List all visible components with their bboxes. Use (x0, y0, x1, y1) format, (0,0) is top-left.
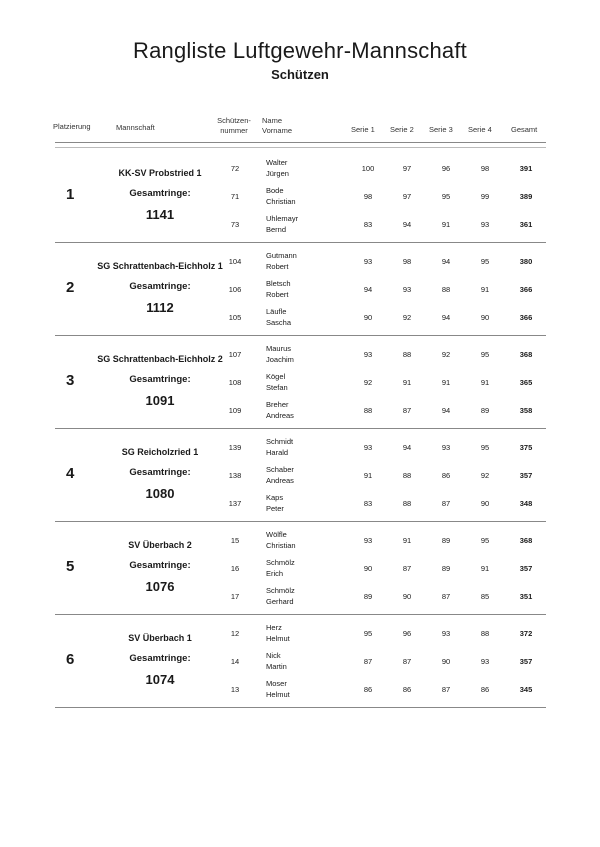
shooter-gesamt: 361 (519, 220, 533, 229)
shooter-serie-1: 89 (363, 592, 373, 601)
shooter-gesamt: 366 (519, 313, 533, 322)
shooter-serie-2: 91 (402, 378, 412, 387)
shooter-serie-2: 87 (402, 657, 412, 666)
team-block (0, 154, 600, 247)
shooter-vorname: Christian (266, 197, 296, 206)
shooter-serie-4: 95 (480, 536, 490, 545)
header-divider-2 (55, 147, 546, 148)
team-gesamtringe-label: Gesamtringe: (129, 281, 191, 292)
shooter-vorname: Helmut (266, 634, 290, 643)
team-block (0, 526, 600, 619)
shooter-name: Wölfle (266, 530, 287, 539)
team-divider (55, 707, 546, 708)
shooter-serie-1: 91 (363, 471, 373, 480)
shooter-gesamt: 365 (519, 378, 533, 387)
shooter-vorname: Erich (266, 569, 284, 578)
shooter-vorname: Joachim (266, 355, 294, 364)
shooter-serie-1: 93 (363, 443, 373, 452)
team-placement: 4 (66, 465, 75, 482)
team-gesamtringe-value: 1074 (145, 672, 175, 687)
team-gesamtringe-label: Gesamtringe: (129, 467, 191, 478)
shooter-vorname: Martin (266, 662, 287, 671)
header-nummer-line2: nummer (220, 126, 248, 135)
team-divider (55, 614, 546, 615)
team-divider (55, 521, 546, 522)
header-platzierung: Platzierung (53, 122, 91, 131)
team-name: SV Überbach 2 (128, 540, 192, 550)
shooter-gesamt: 368 (519, 350, 533, 359)
shooter-serie-4: 85 (480, 592, 490, 601)
shooter-serie-3: 88 (441, 285, 451, 294)
shooter-serie-1: 93 (363, 257, 373, 266)
shooter-number: 107 (228, 350, 242, 359)
shooter-vorname: Andreas (266, 476, 294, 485)
shooter-serie-3: 89 (441, 564, 451, 573)
shooter-gesamt: 351 (519, 592, 533, 601)
shooter-name: Schmölz (266, 558, 295, 567)
shooter-number: 109 (228, 406, 242, 415)
team-gesamtringe-label: Gesamtringe: (129, 374, 191, 385)
header-schuetzennummer (212, 116, 256, 136)
shooter-serie-4: 90 (480, 313, 490, 322)
team-gesamtringe-label: Gesamtringe: (129, 188, 191, 199)
shooter-serie-1: 90 (363, 564, 373, 573)
header-nummer-line1: Schützen- (217, 116, 251, 125)
shooter-number: 15 (230, 536, 240, 545)
shooter-number: 139 (228, 443, 242, 452)
shooter-serie-2: 94 (402, 443, 412, 452)
shooter-serie-3: 96 (441, 164, 451, 173)
shooter-serie-2: 98 (402, 257, 412, 266)
shooter-serie-3: 93 (441, 443, 451, 452)
shooter-serie-3: 95 (441, 192, 451, 201)
shooter-serie-1: 83 (363, 499, 373, 508)
shooter-serie-4: 92 (480, 471, 490, 480)
shooter-vorname: Peter (266, 504, 284, 513)
team-placement: 3 (66, 372, 75, 389)
shooter-serie-4: 95 (480, 257, 490, 266)
shooter-serie-2: 86 (402, 685, 412, 694)
team-name: SV Überbach 1 (128, 633, 192, 643)
shooter-vorname: Stefan (266, 383, 288, 392)
shooter-serie-4: 91 (480, 378, 490, 387)
team-placement: 6 (66, 651, 75, 668)
header-serie2: Serie 2 (390, 125, 414, 134)
shooter-vorname: Helmut (266, 690, 290, 699)
shooter-gesamt: 358 (519, 406, 533, 415)
shooter-name: Gutmann (266, 251, 297, 260)
team-gesamtringe-value: 1141 (145, 207, 175, 222)
page-subtitle: Schützen (271, 67, 329, 82)
shooter-gesamt: 366 (519, 285, 533, 294)
shooter-number: 137 (228, 499, 242, 508)
shooter-name: Schmölz (266, 586, 295, 595)
shooter-serie-4: 93 (480, 220, 490, 229)
shooter-name: Läufle (266, 307, 287, 316)
shooter-serie-1: 92 (363, 378, 373, 387)
shooter-vorname: Sascha (266, 318, 292, 327)
shooter-number: 108 (228, 378, 242, 387)
team-gesamtringe-value: 1091 (145, 393, 175, 408)
shooter-serie-3: 94 (441, 406, 451, 415)
team-gesamtringe-value: 1112 (146, 300, 174, 315)
shooter-serie-3: 93 (441, 629, 451, 638)
shooter-serie-2: 97 (402, 164, 412, 173)
shooter-serie-1: 88 (363, 406, 373, 415)
team-placement: 5 (66, 558, 75, 575)
shooter-number: 73 (230, 220, 240, 229)
shooter-serie-2: 93 (402, 285, 412, 294)
shooter-serie-1: 93 (363, 536, 373, 545)
shooter-serie-1: 98 (363, 192, 373, 201)
team-placement: 1 (66, 186, 75, 203)
shooter-serie-1: 90 (363, 313, 373, 322)
shooter-number: 71 (230, 192, 240, 201)
shooter-name: Bode (266, 186, 284, 195)
team-name: KK-SV Probstried 1 (118, 168, 202, 178)
shooter-serie-3: 91 (441, 378, 451, 387)
team-block (0, 619, 600, 712)
shooter-serie-4: 95 (480, 350, 490, 359)
shooter-serie-3: 94 (441, 257, 451, 266)
shooter-vorname: Christian (266, 541, 296, 550)
team-gesamtringe-value: 1080 (145, 486, 175, 501)
shooter-serie-2: 92 (402, 313, 412, 322)
header-name (262, 116, 292, 136)
shooter-serie-2: 90 (402, 592, 412, 601)
header-serie3: Serie 3 (429, 125, 453, 134)
shooter-number: 13 (230, 685, 240, 694)
shooter-name: Moser (266, 679, 287, 688)
shooter-name: Nick (266, 651, 281, 660)
team-name: SG Reicholzried 1 (121, 447, 199, 457)
shooter-serie-3: 89 (441, 536, 451, 545)
shooter-name: Uhlemayr (266, 214, 299, 223)
team-name: SG Schrattenbach-Eichholz 1 (97, 261, 223, 271)
team-gesamtringe-value: 1076 (145, 579, 175, 594)
shooter-serie-1: 100 (361, 164, 375, 173)
shooter-serie-3: 94 (441, 313, 451, 322)
shooter-vorname: Harald (266, 448, 289, 457)
shooter-vorname: Jürgen (266, 169, 289, 178)
page-title: Rangliste Luftgewehr-Mannschaft (133, 38, 467, 63)
team-name: SG Schrattenbach-Eichholz 2 (97, 354, 223, 364)
team-divider (55, 428, 546, 429)
shooter-serie-3: 87 (441, 685, 451, 694)
team-block (0, 433, 600, 526)
shooter-number: 12 (230, 629, 240, 638)
shooter-serie-1: 87 (363, 657, 373, 666)
team-gesamtringe-label: Gesamtringe: (129, 653, 191, 664)
team-divider (55, 335, 546, 336)
shooter-gesamt: 368 (519, 536, 533, 545)
shooter-gesamt: 357 (519, 471, 533, 480)
shooter-name: Maurus (266, 344, 292, 353)
shooter-serie-4: 99 (480, 192, 490, 201)
header-mannschaft: Mannschaft (116, 123, 155, 132)
shooter-vorname: Andreas (266, 411, 294, 420)
shooter-serie-3: 87 (441, 499, 451, 508)
shooter-serie-4: 89 (480, 406, 490, 415)
shooter-vorname: Gerhard (266, 597, 294, 606)
shooter-number: 72 (230, 164, 240, 173)
shooter-gesamt: 357 (519, 564, 533, 573)
shooter-serie-2: 91 (402, 536, 412, 545)
shooter-name: Herz (266, 623, 282, 632)
shooter-name: Schmidt (266, 437, 294, 446)
shooter-gesamt: 345 (519, 685, 533, 694)
shooter-name: Breher (266, 400, 289, 409)
shooter-serie-3: 90 (441, 657, 451, 666)
header-name-line1: Name (262, 116, 283, 125)
shooter-serie-1: 94 (363, 285, 373, 294)
shooter-serie-2: 94 (402, 220, 412, 229)
shooter-number: 17 (230, 592, 240, 601)
shooter-serie-2: 87 (402, 406, 412, 415)
shooter-number: 105 (228, 313, 242, 322)
shooter-gesamt: 375 (519, 443, 533, 452)
shooter-vorname: Robert (266, 290, 289, 299)
shooter-serie-4: 91 (480, 285, 490, 294)
shooter-serie-1: 83 (363, 220, 373, 229)
shooter-serie-3: 86 (441, 471, 451, 480)
shooter-name: Kögel (266, 372, 286, 381)
shooter-serie-4: 90 (480, 499, 490, 508)
shooter-name: Bletsch (266, 279, 291, 288)
shooter-number: 14 (230, 657, 240, 666)
shooter-serie-3: 91 (441, 220, 451, 229)
team-placement: 2 (66, 279, 75, 296)
shooter-gesamt: 389 (519, 192, 533, 201)
shooter-gesamt: 391 (519, 164, 533, 173)
shooter-number: 16 (230, 564, 240, 573)
shooter-gesamt: 357 (519, 657, 533, 666)
team-divider (55, 242, 546, 243)
shooter-name: Schaber (266, 465, 294, 474)
header-name-line2: Vorname (262, 126, 293, 135)
shooter-serie-2: 88 (402, 350, 412, 359)
shooter-serie-2: 97 (402, 192, 412, 201)
shooter-gesamt: 380 (519, 257, 533, 266)
shooter-number: 104 (228, 257, 242, 266)
shooter-gesamt: 372 (519, 629, 533, 638)
team-block (0, 247, 600, 340)
header-serie1: Serie 1 (351, 125, 375, 134)
shooter-serie-1: 86 (363, 685, 373, 694)
shooter-serie-4: 95 (480, 443, 490, 452)
shooter-serie-2: 87 (402, 564, 412, 573)
shooter-serie-4: 93 (480, 657, 490, 666)
shooter-number: 106 (228, 285, 242, 294)
header-gesamt: Gesamt (511, 125, 538, 134)
shooter-serie-4: 91 (480, 564, 490, 573)
team-block (0, 340, 600, 433)
team-gesamtringe-label: Gesamtringe: (129, 560, 191, 571)
shooter-serie-1: 93 (363, 350, 373, 359)
shooter-gesamt: 348 (519, 499, 533, 508)
shooter-serie-1: 95 (363, 629, 373, 638)
shooter-vorname: Robert (266, 262, 289, 271)
shooter-serie-3: 92 (441, 350, 451, 359)
shooter-serie-2: 88 (402, 471, 412, 480)
header-divider-1 (55, 142, 546, 143)
shooter-name: Kaps (266, 493, 284, 502)
shooter-vorname: Bernd (266, 225, 287, 234)
shooter-serie-4: 88 (480, 629, 490, 638)
header-serie4: Serie 4 (468, 125, 492, 134)
shooter-serie-2: 88 (402, 499, 412, 508)
shooter-serie-3: 87 (441, 592, 451, 601)
shooter-serie-4: 86 (480, 685, 490, 694)
shooter-serie-2: 96 (402, 629, 412, 638)
shooter-serie-4: 98 (480, 164, 490, 173)
shooter-name: Walter (266, 158, 288, 167)
shooter-number: 138 (228, 471, 242, 480)
